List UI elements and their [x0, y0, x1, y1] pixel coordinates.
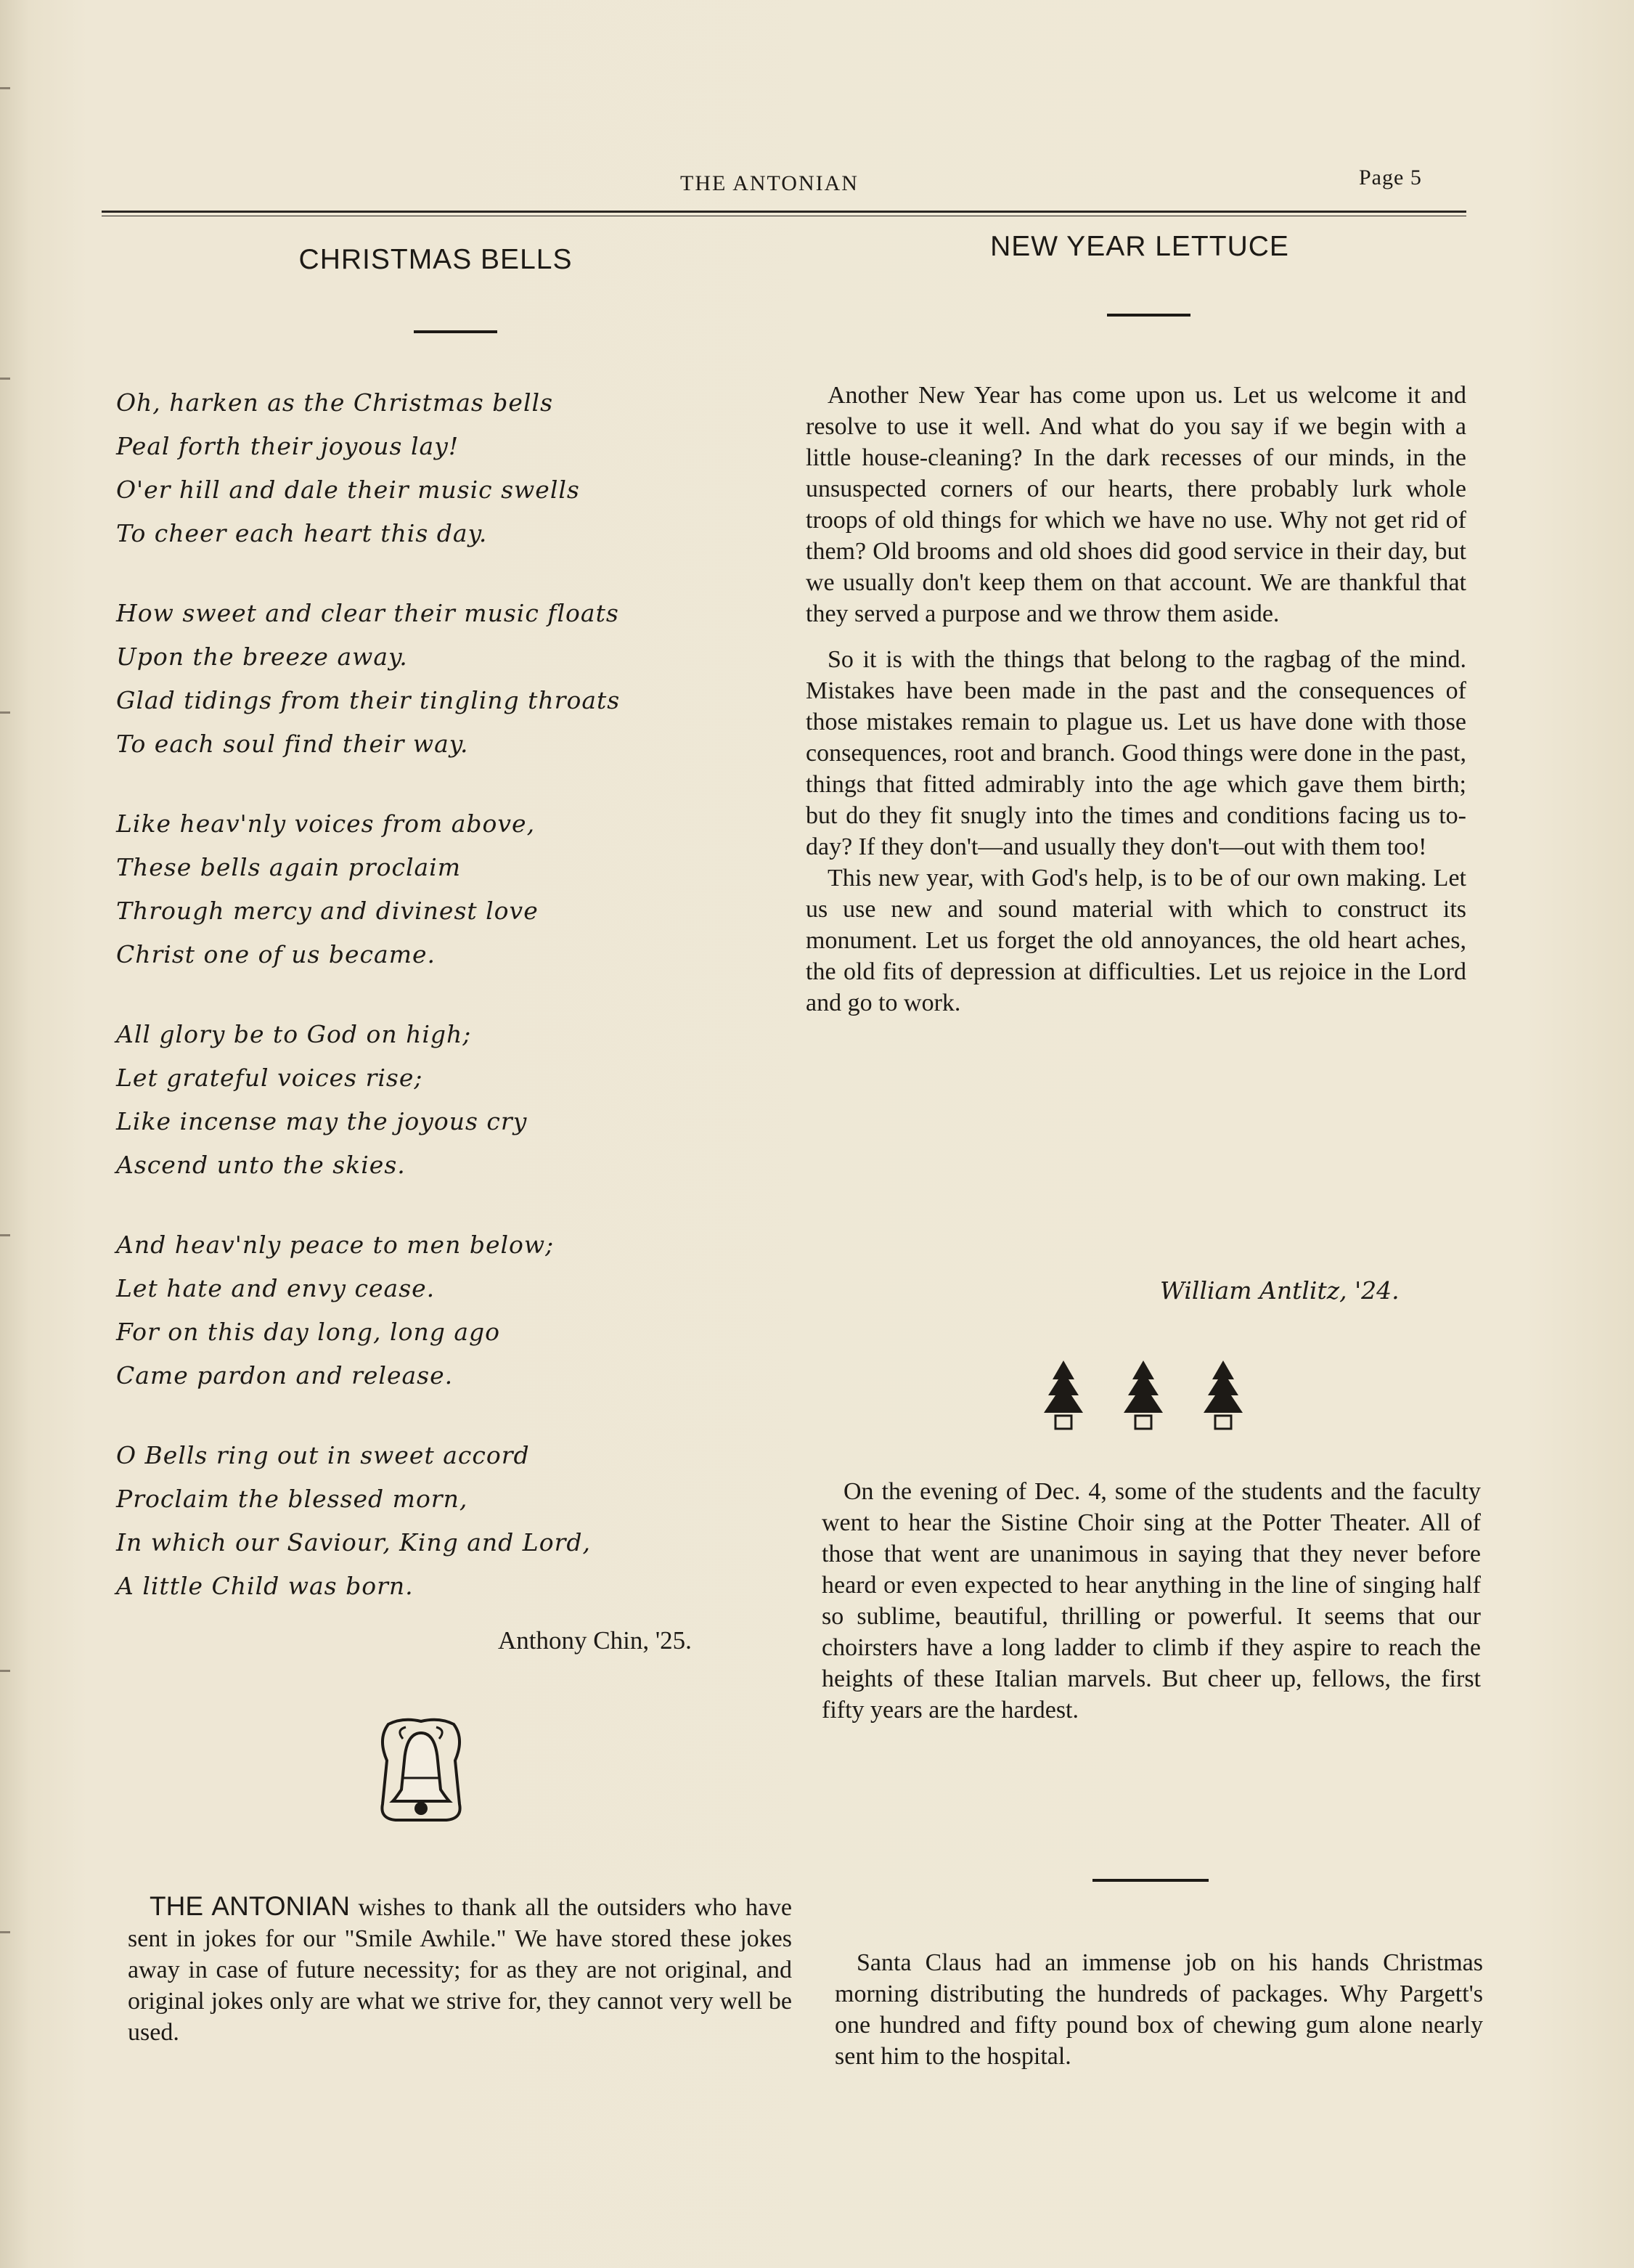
- bell-icon: [374, 1717, 468, 1826]
- binding-mark: [0, 1931, 10, 1933]
- title-rule: [1107, 314, 1190, 317]
- thanks-note: [128, 1890, 792, 2048]
- sistine-note: [822, 1476, 1481, 1726]
- page-number: Page 5: [1359, 166, 1422, 189]
- article-body: [806, 380, 1466, 1019]
- poem-line: Christ one of us became.: [116, 940, 436, 968]
- santa-text: Santa Claus had an immense job on his hands Christmas morning distributing the hundreds of packages. Why Pargett's one hundred and fifty pound box of chewing gum alone nearly sent him to the hospital.: [835, 1949, 1483, 2070]
- article-paragraph: This new year, with God's help, is to be of our own making. Let us use new and sound material with which to construct its monument. Let us forget the old annoyances, the old heart aches, the old fits of depression at difficulties. Let us rejoice in the Lord and go to work.: [806, 865, 1466, 1016]
- stanza: [116, 381, 711, 555]
- title-rule: [414, 330, 497, 333]
- poem-line: Came pardon and release.: [116, 1361, 454, 1390]
- poem-line: Through mercy and divinest love: [116, 897, 539, 925]
- poem-line: Peal forth their joyous lay!: [116, 432, 459, 460]
- header-rule: [102, 211, 1466, 216]
- binding-mark: [0, 711, 10, 714]
- thanks-text: wishes to thank all the outsiders who have sent in jokes for our "Smile Awhile." We have stored these jokes away in case of future necessity; for as they are not original, and original jokes only are what we strive for, they cannot very well be used.: [128, 1894, 792, 2046]
- santa-note: [835, 1947, 1483, 2072]
- binding-mark: [0, 1234, 10, 1236]
- poem-line: Like incense may the joyous cry: [116, 1107, 528, 1135]
- poem-line: A little Child was born.: [116, 1572, 414, 1600]
- poem-line: Glad tidings from their tingling throats: [116, 686, 621, 714]
- poem-line: To each soul find their way.: [116, 730, 469, 758]
- poem-line: And heav'nly peace to men below;: [116, 1231, 555, 1259]
- poem-line: O Bells ring out in sweet accord: [116, 1441, 530, 1469]
- binding-mark: [0, 1670, 10, 1672]
- binding-mark: [0, 378, 10, 380]
- stanza: [116, 1434, 711, 1608]
- article-author: William Antlitz, '24.: [1160, 1276, 1400, 1305]
- poem-line: Let hate and envy cease.: [116, 1274, 436, 1302]
- poem-line: Upon the breeze away.: [116, 643, 408, 671]
- poem-author: Anthony Chin, '25.: [498, 1626, 692, 1655]
- stanza: [116, 802, 711, 976]
- poem-line: Let grateful voices rise;: [116, 1064, 423, 1092]
- poem-line: O'er hill and dale their music swells: [116, 476, 580, 504]
- poem-line: Ascend unto the skies.: [116, 1151, 406, 1179]
- poem-line: To cheer each heart this day.: [116, 519, 488, 547]
- section-rule: [1092, 1879, 1209, 1882]
- article-title: NEW YEAR LETTUCE: [990, 231, 1289, 262]
- poem-line: Like heav'nly voices from above,: [116, 809, 536, 838]
- stanza: [116, 592, 711, 766]
- article-paragraph: Another New Year has come upon us. Let us welcome it and resolve to use it well. And what do you say if we begin with a little house-cleaning? In the dark recesses of our minds, in the unsuspected corners of our hearts, there probably lurk whole troops of old things for which we have no use. Why not get rid of them? Old brooms and old shoes did good service in their day, but we usually don't keep them on that account. We are thankful that they served a purpose and we throw them aside.: [806, 382, 1466, 627]
- stanza: [116, 1223, 711, 1398]
- poem-line: All glory be to God on high;: [116, 1020, 472, 1048]
- poem-line: How sweet and clear their music floats: [116, 599, 619, 627]
- sistine-text: On the evening of Dec. 4, some of the students and the faculty went to hear the Sistine Choir sing at the Potter Theater. All of those that went are unanimous in saying that they never before heard or even expected to hear anything in the line of singing half so sublime, beautiful, thrilling or powerful. It seems that our choirsters have a long ladder to climb if they aspire to reach the heights of these Italian marvels. But cheer up, fellows, the first fifty years are the hardest.: [822, 1478, 1481, 1724]
- binding-mark: [0, 87, 10, 89]
- thanks-lead: THE ANTONIAN: [150, 1891, 350, 1921]
- poem-title: CHRISTMAS BELLS: [298, 244, 573, 275]
- poem-body: [116, 381, 711, 1644]
- poem-line: For on this day long, long ago: [116, 1318, 500, 1346]
- poem-line: In which our Saviour, King and Lord,: [116, 1528, 591, 1557]
- stanza: [116, 1013, 711, 1187]
- poem-line: These bells again proclaim: [116, 853, 462, 881]
- poem-line: Proclaim the blessed morn,: [116, 1485, 468, 1513]
- christmas-tree-icon: [1031, 1358, 1256, 1434]
- poem-line: Oh, harken as the Christmas bells: [116, 388, 554, 417]
- article-paragraph: So it is with the things that belong to the ragbag of the mind. Mistakes have been made in the past and the consequences of those mistakes remain to plague us. Let us have done with those consequences, root and branch. Good things were done in the past, things that fitted admirably into the age which gave them birth; but do they fit snugly into the times and conditions facing us to-day? If they don't—and usually they don't—out with them too!: [806, 646, 1466, 860]
- running-head: THE ANTONIAN: [680, 171, 859, 195]
